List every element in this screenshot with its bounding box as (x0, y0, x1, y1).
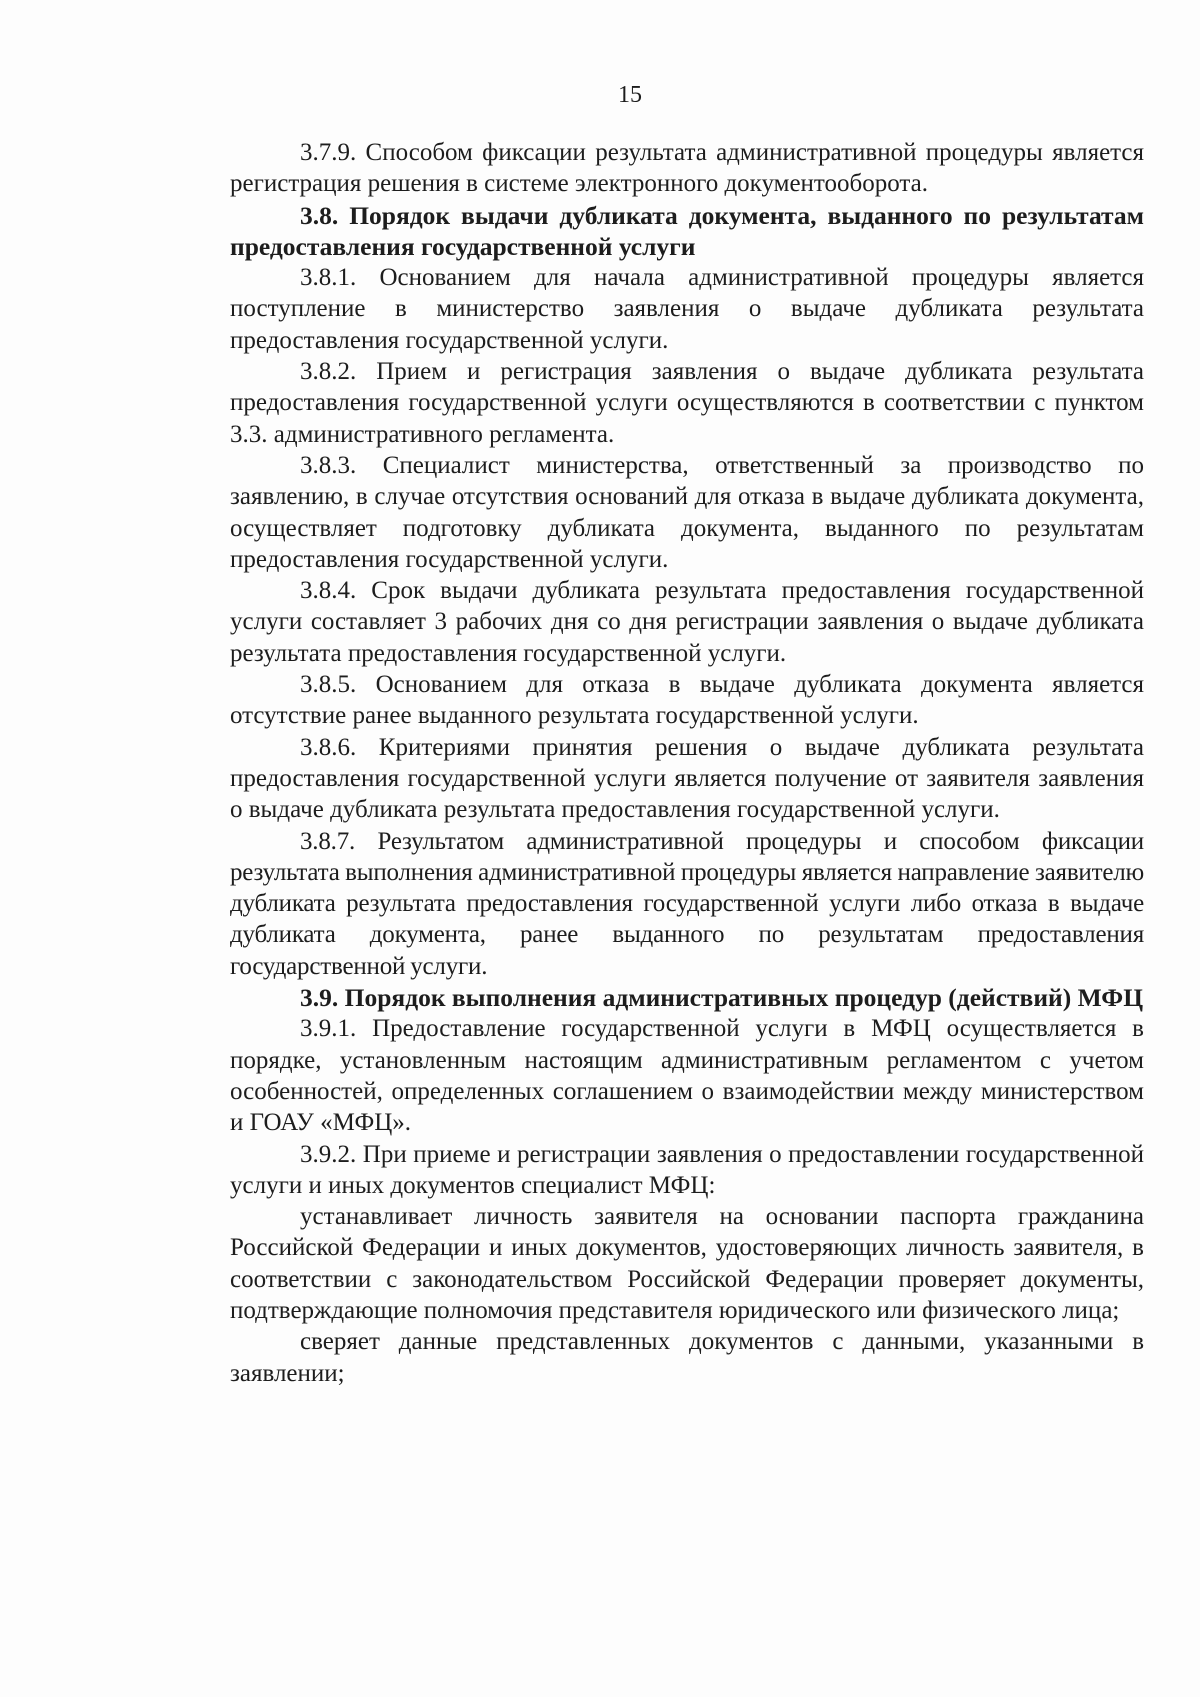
paragraph-3-8-2: 3.8.2. Прием и регистрация заявления о выдаче дубликата результата предоставления государственной услуги осуществляются в соответствии с пунктом 3.3. административного регламента. (230, 358, 1144, 448)
paragraph-3-8-7: 3.8.7. Результатом административной процедуры и способом фиксации результата выполнения административной процедуры является направление заявителю дубликата результата предоставления государственной услуги либо отказа в выдаче дубликата документа, ранее выданного по результатам предоставления государственной услуги. (230, 827, 1144, 980)
paragraph-identity-check: устанавливает личность заявителя на основании паспорта гражданина Российской Федерации и иных документов, удостоверяющих личность заявителя, в соответствии с законодательством Российской Федерации проверяет документы, подтверждающие полномочия представителя юридического или физического лица; (230, 1203, 1144, 1324)
paragraph-3-8-1: 3.8.1. Основанием для начала административной процедуры является поступление в министерство заявления о выдаче дубликата результата предоставления государственной услуги. (230, 264, 1144, 354)
page-number: 15 (618, 82, 642, 108)
paragraph-3-8-6: 3.8.6. Критериями принятия решения о выдаче дубликата результата предоставления государственной услуги является получение от заявителя заявления о выдаче дубликата результата предоставления государственной услуги. (230, 733, 1144, 824)
section-heading-3-8: 3.8. Порядок выдачи дубликата документа, выданного по результатам предоставления государственной услуги (230, 200, 1144, 261)
section-heading-3-9: 3.9. Порядок выполнения административных процедур (действий) МФЦ (300, 983, 1144, 1013)
document-body (230, 137, 1144, 1389)
paragraph-3-8-5: 3.8.5. Основанием для отказа в выдаче дубликата документа является отсутствие ранее выданного результата государственной услуги. (230, 671, 1144, 730)
paragraph-3-9-2: 3.9.2. При приеме и регистрации заявления о предоставлении государственной услуги и иных документов специалист МФЦ: (230, 1140, 1144, 1199)
paragraph-3-9-1: 3.9.1. Предоставление государственной услуги в МФЦ осуществляется в порядке, установленным настоящим административным регламентом с учетом особенностей, определенных соглашением о взаимодействии между министерством и ГОАУ «МФЦ». (230, 1015, 1144, 1137)
paragraph-3-7-9: 3.7.9. Способом фиксации результата административной процедуры является регистрация решения в системе электронного документооборота. (230, 139, 1144, 198)
paragraph-3-8-3: 3.8.3. Специалист министерства, ответственный за производство по заявлению, в случае отсутствия оснований для отказа в выдаче дубликата документа, осуществляет подготовку дубликата документа, выданного по результатам предоставления государственной услуги. (230, 451, 1144, 573)
paragraph-data-verification: сверяет данные представленных документов с данными, указанными в заявлении; (230, 1328, 1144, 1387)
paragraph-3-8-4: 3.8.4. Срок выдачи дубликата результата предоставления государственной услуги составляет 3 рабочих дня со дня регистрации заявления о выдаче дубликата результата предоставления государственной услуги. (230, 577, 1144, 667)
